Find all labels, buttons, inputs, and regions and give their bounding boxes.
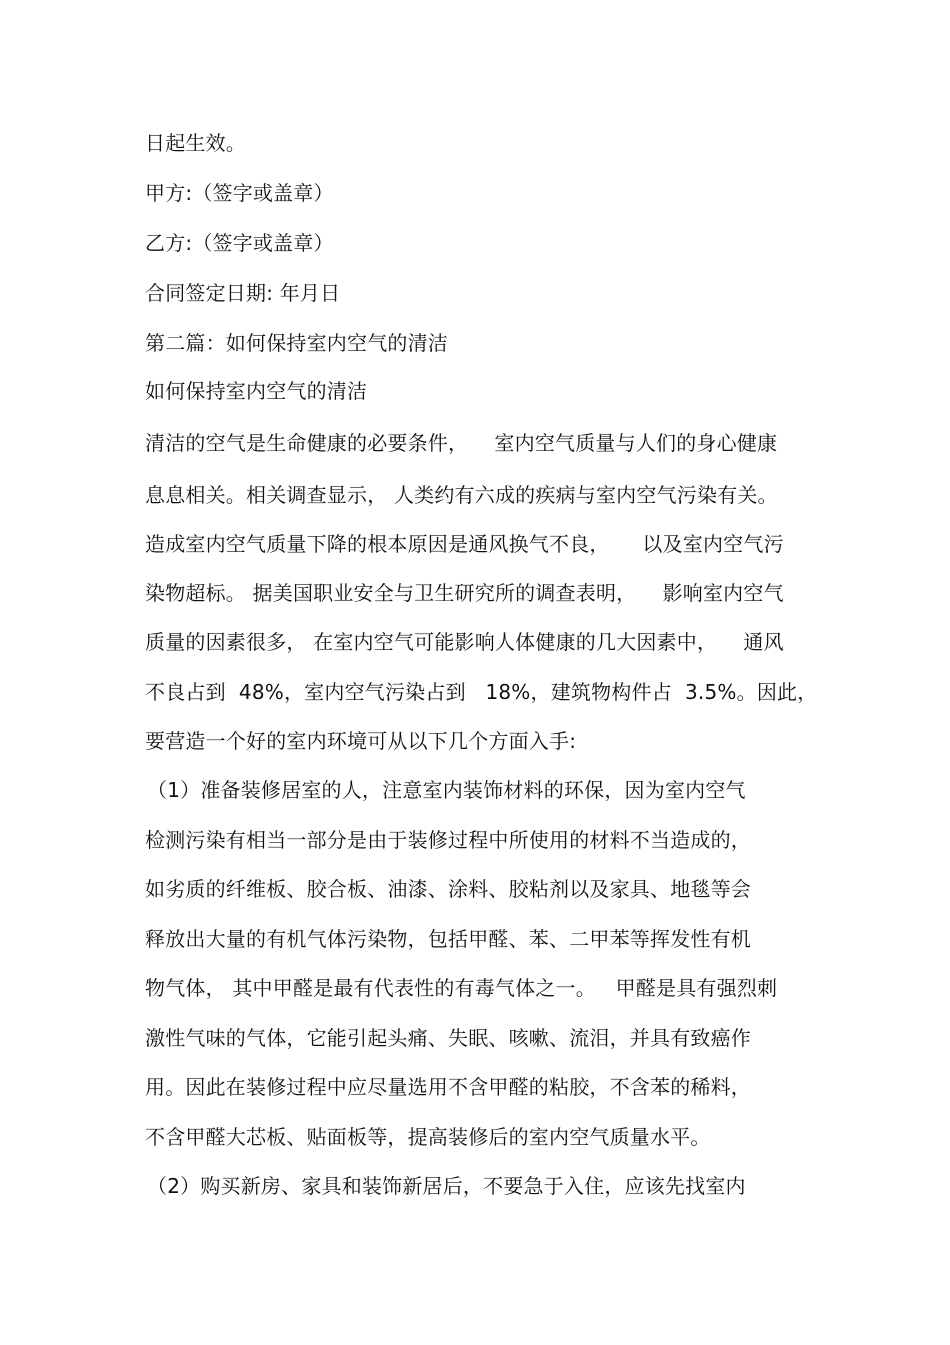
text-line: 日起生效。 <box>145 131 246 155</box>
text-line: 物气体， 其中甲醛是最有代表性的有毒气体之一。 甲醛是具有强烈刺 <box>145 976 778 1000</box>
text-line: 质量的因素很多， 在室内空气可能影响人体健康的几大因素中， 通风 <box>145 630 784 654</box>
text-line: 造成室内空气质量下降的根本原因是通风换气不良， 以及室内空气污 <box>145 532 784 556</box>
text-line: 要营造一个好的室内环境可从以下几个方面入手: <box>145 729 577 753</box>
list-item: （2）购买新房、家具和装饰新居后，不要急于入住，应该先找室内 <box>147 1174 746 1198</box>
text-line: 检测污染有相当一部分是由于装修过程中所使用的材料不当造成的， <box>145 828 751 852</box>
text-line: 乙方:（签字或盖章） <box>145 231 334 255</box>
section-heading: 第二篇：如何保持室内空气的清洁 <box>145 331 448 355</box>
text-line: 合同签定日期: 年月日 <box>145 281 341 305</box>
text-line: 激性气味的气体，它能引起头痛、失眠、咳嗽、流泪，并具有致癌作 <box>145 1026 751 1050</box>
text-line: 息息相关。相关调查显示， 人类约有六成的疾病与室内空气污染有关。 <box>145 483 778 507</box>
text-line: 甲方:（签字或盖章） <box>145 181 334 205</box>
text-line: 释放出大量的有机气体污染物，包括甲醛、苯、二甲苯等挥发性有机 <box>145 927 751 951</box>
text-line: 清洁的空气是生命健康的必要条件， 室内空气质量与人们的身心健康 <box>145 431 778 455</box>
text-line: 如劣质的纤维板、胶合板、油漆、涂料、胶粘剂以及家具、地毯等会 <box>145 877 751 901</box>
text-line: 用。因此在装修过程中应尽量选用不含甲醛的粘胶，不含苯的稀料， <box>145 1075 751 1099</box>
article-title: 如何保持室内空气的清洁 <box>145 379 368 403</box>
text-line: 染物超标。 据美国职业安全与卫生研究所的调查表明， 影响室内空气 <box>145 581 784 605</box>
text-line: 不含甲醛大芯板、贴面板等，提高装修后的室内空气质量水平。 <box>145 1125 711 1149</box>
text-line: 不良占到 48%，室内空气污染占到 18%，建筑物构件占 3.5%。因此， <box>145 680 818 704</box>
list-item: （1）准备装修居室的人，注意室内装饰材料的环保，因为室内空气 <box>147 778 746 802</box>
